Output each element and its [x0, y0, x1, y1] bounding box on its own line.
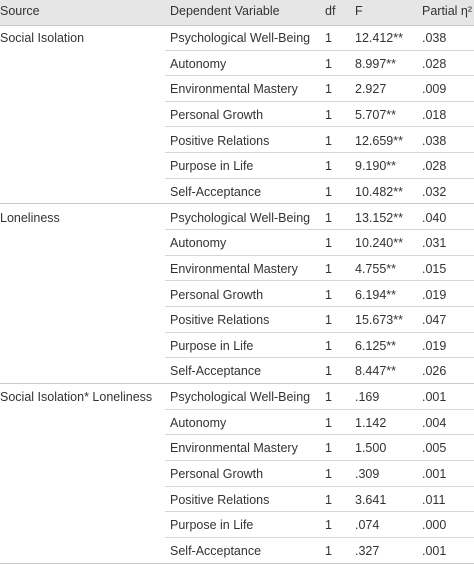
f-cell: .309 [355, 467, 380, 482]
partial-eta-cell: .038 [422, 31, 447, 45]
table-row [0, 410, 474, 436]
f-cell: 9.190** [355, 159, 397, 174]
partial-eta-cell: .015 [422, 261, 447, 276]
table-row [0, 76, 474, 102]
f-cell: 3.641 [355, 492, 387, 507]
table-row [0, 230, 474, 256]
dependent-variable-cell: Environmental Mastery [170, 261, 298, 276]
table-row [0, 25, 474, 51]
df-cell: 1 [325, 82, 332, 97]
table-row [0, 461, 474, 487]
f-cell: 6.194** [355, 287, 397, 302]
f-cell: .074 [355, 518, 380, 533]
df-cell: 1 [325, 338, 332, 353]
partial-eta-cell: .018 [422, 107, 447, 122]
f-cell: 8.997** [355, 56, 397, 71]
table-row [0, 333, 474, 359]
f-cell: 12.412** [355, 31, 403, 45]
dependent-variable-cell: Positive Relations [170, 133, 270, 148]
dependent-variable-cell: Environmental Mastery [170, 441, 298, 456]
df-cell: 1 [325, 287, 332, 302]
table-row [0, 307, 474, 333]
df-cell: 1 [325, 133, 332, 148]
df-cell: 1 [325, 415, 332, 430]
f-cell: 15.673** [355, 313, 403, 328]
header-df: df [325, 4, 336, 18]
partial-eta-cell: .047 [422, 313, 447, 328]
dependent-variable-cell: Personal Growth [170, 467, 264, 482]
partial-eta-cell: .011 [422, 492, 446, 507]
table-row [0, 384, 474, 410]
df-cell: 1 [325, 467, 332, 482]
partial-eta-cell: .019 [422, 287, 447, 302]
df-cell: 1 [325, 210, 332, 225]
df-cell: 1 [325, 441, 332, 456]
dependent-variable-cell: Autonomy [170, 415, 227, 430]
df-cell: 1 [325, 390, 332, 405]
partial-eta-cell: .028 [422, 56, 447, 71]
dependent-variable-cell: Psychological Well-Being [170, 210, 311, 225]
table-row [0, 179, 474, 205]
dependent-variable-cell: Purpose in Life [170, 518, 254, 533]
f-cell: 10.240** [355, 236, 403, 251]
partial-eta-cell: .038 [422, 133, 447, 148]
header-f: F [355, 4, 363, 18]
f-cell: .327 [355, 544, 380, 558]
partial-eta-cell: .000 [422, 518, 447, 533]
partial-eta-cell: .028 [422, 159, 447, 174]
header-partial-eta: Partial η² [422, 4, 473, 18]
df-cell: 1 [325, 31, 332, 45]
dependent-variable-cell: Purpose in Life [170, 338, 254, 353]
table-header [0, 0, 474, 26]
df-cell: 1 [325, 184, 332, 199]
df-cell: 1 [325, 56, 332, 71]
f-cell: 8.447** [355, 364, 397, 379]
f-cell: 13.152** [355, 210, 403, 225]
partial-eta-cell: .040 [422, 210, 447, 225]
dependent-variable-cell: Personal Growth [170, 107, 264, 122]
f-cell: 1.500 [355, 441, 387, 456]
dependent-variable-cell: Autonomy [170, 56, 227, 71]
table-row [0, 282, 474, 308]
dependent-variable-cell: Positive Relations [170, 313, 270, 328]
dependent-variable-cell: Environmental Mastery [170, 82, 298, 97]
df-cell: 1 [325, 518, 332, 533]
table-row [0, 51, 474, 77]
df-cell: 1 [325, 313, 332, 328]
dependent-variable-cell: Purpose in Life [170, 159, 254, 174]
group-divider [0, 563, 474, 564]
df-cell: 1 [325, 364, 332, 379]
table-row [0, 128, 474, 154]
header-source: Source [0, 4, 40, 18]
partial-eta-cell: .026 [422, 364, 447, 379]
dependent-variable-cell: Positive Relations [170, 492, 270, 507]
partial-eta-cell: .005 [422, 441, 447, 456]
table-row [0, 512, 474, 538]
df-cell: 1 [325, 492, 332, 507]
table-row [0, 538, 474, 564]
dependent-variable-cell: Autonomy [170, 236, 227, 251]
f-cell: .169 [355, 390, 380, 405]
table-row [0, 205, 474, 231]
f-cell: 6.125** [355, 338, 397, 353]
df-cell: 1 [325, 236, 332, 251]
partial-eta-cell: .004 [422, 415, 447, 430]
f-cell: 12.659** [355, 133, 403, 148]
partial-eta-cell: .001 [422, 544, 447, 558]
source-cell: Social Isolation* Loneliness [0, 390, 153, 405]
f-cell: 1.142 [355, 415, 387, 430]
f-cell: 2.927 [355, 82, 387, 97]
table-row [0, 487, 474, 513]
dependent-variable-cell: Self-Acceptance [170, 364, 262, 379]
table-row [0, 435, 474, 461]
partial-eta-cell: .019 [422, 338, 447, 353]
f-cell: 4.755** [355, 261, 397, 276]
dependent-variable-cell: Psychological Well-Being [170, 390, 311, 405]
table-row [0, 102, 474, 128]
table-row [0, 153, 474, 179]
f-cell: 10.482** [355, 184, 403, 199]
df-cell: 1 [325, 107, 332, 122]
table-row [0, 256, 474, 282]
dependent-variable-cell: Psychological Well-Being [170, 31, 311, 45]
dependent-variable-cell: Personal Growth [170, 287, 264, 302]
table-row [0, 358, 474, 384]
header-dependent-variable: Dependent Variable [170, 4, 280, 18]
partial-eta-cell: .009 [422, 82, 447, 97]
df-cell: 1 [325, 261, 332, 276]
dependent-variable-cell: Self-Acceptance [170, 184, 262, 199]
df-cell: 1 [325, 544, 332, 558]
dependent-variable-cell: Self-Acceptance [170, 544, 262, 558]
partial-eta-cell: .031 [422, 236, 447, 251]
source-cell: Social Isolation [0, 31, 85, 45]
f-cell: 5.707** [355, 107, 397, 122]
source-cell: Loneliness [0, 210, 60, 225]
df-cell: 1 [325, 159, 332, 174]
partial-eta-cell: .001 [422, 390, 447, 405]
partial-eta-cell: .032 [422, 184, 447, 199]
partial-eta-cell: .001 [422, 467, 447, 482]
